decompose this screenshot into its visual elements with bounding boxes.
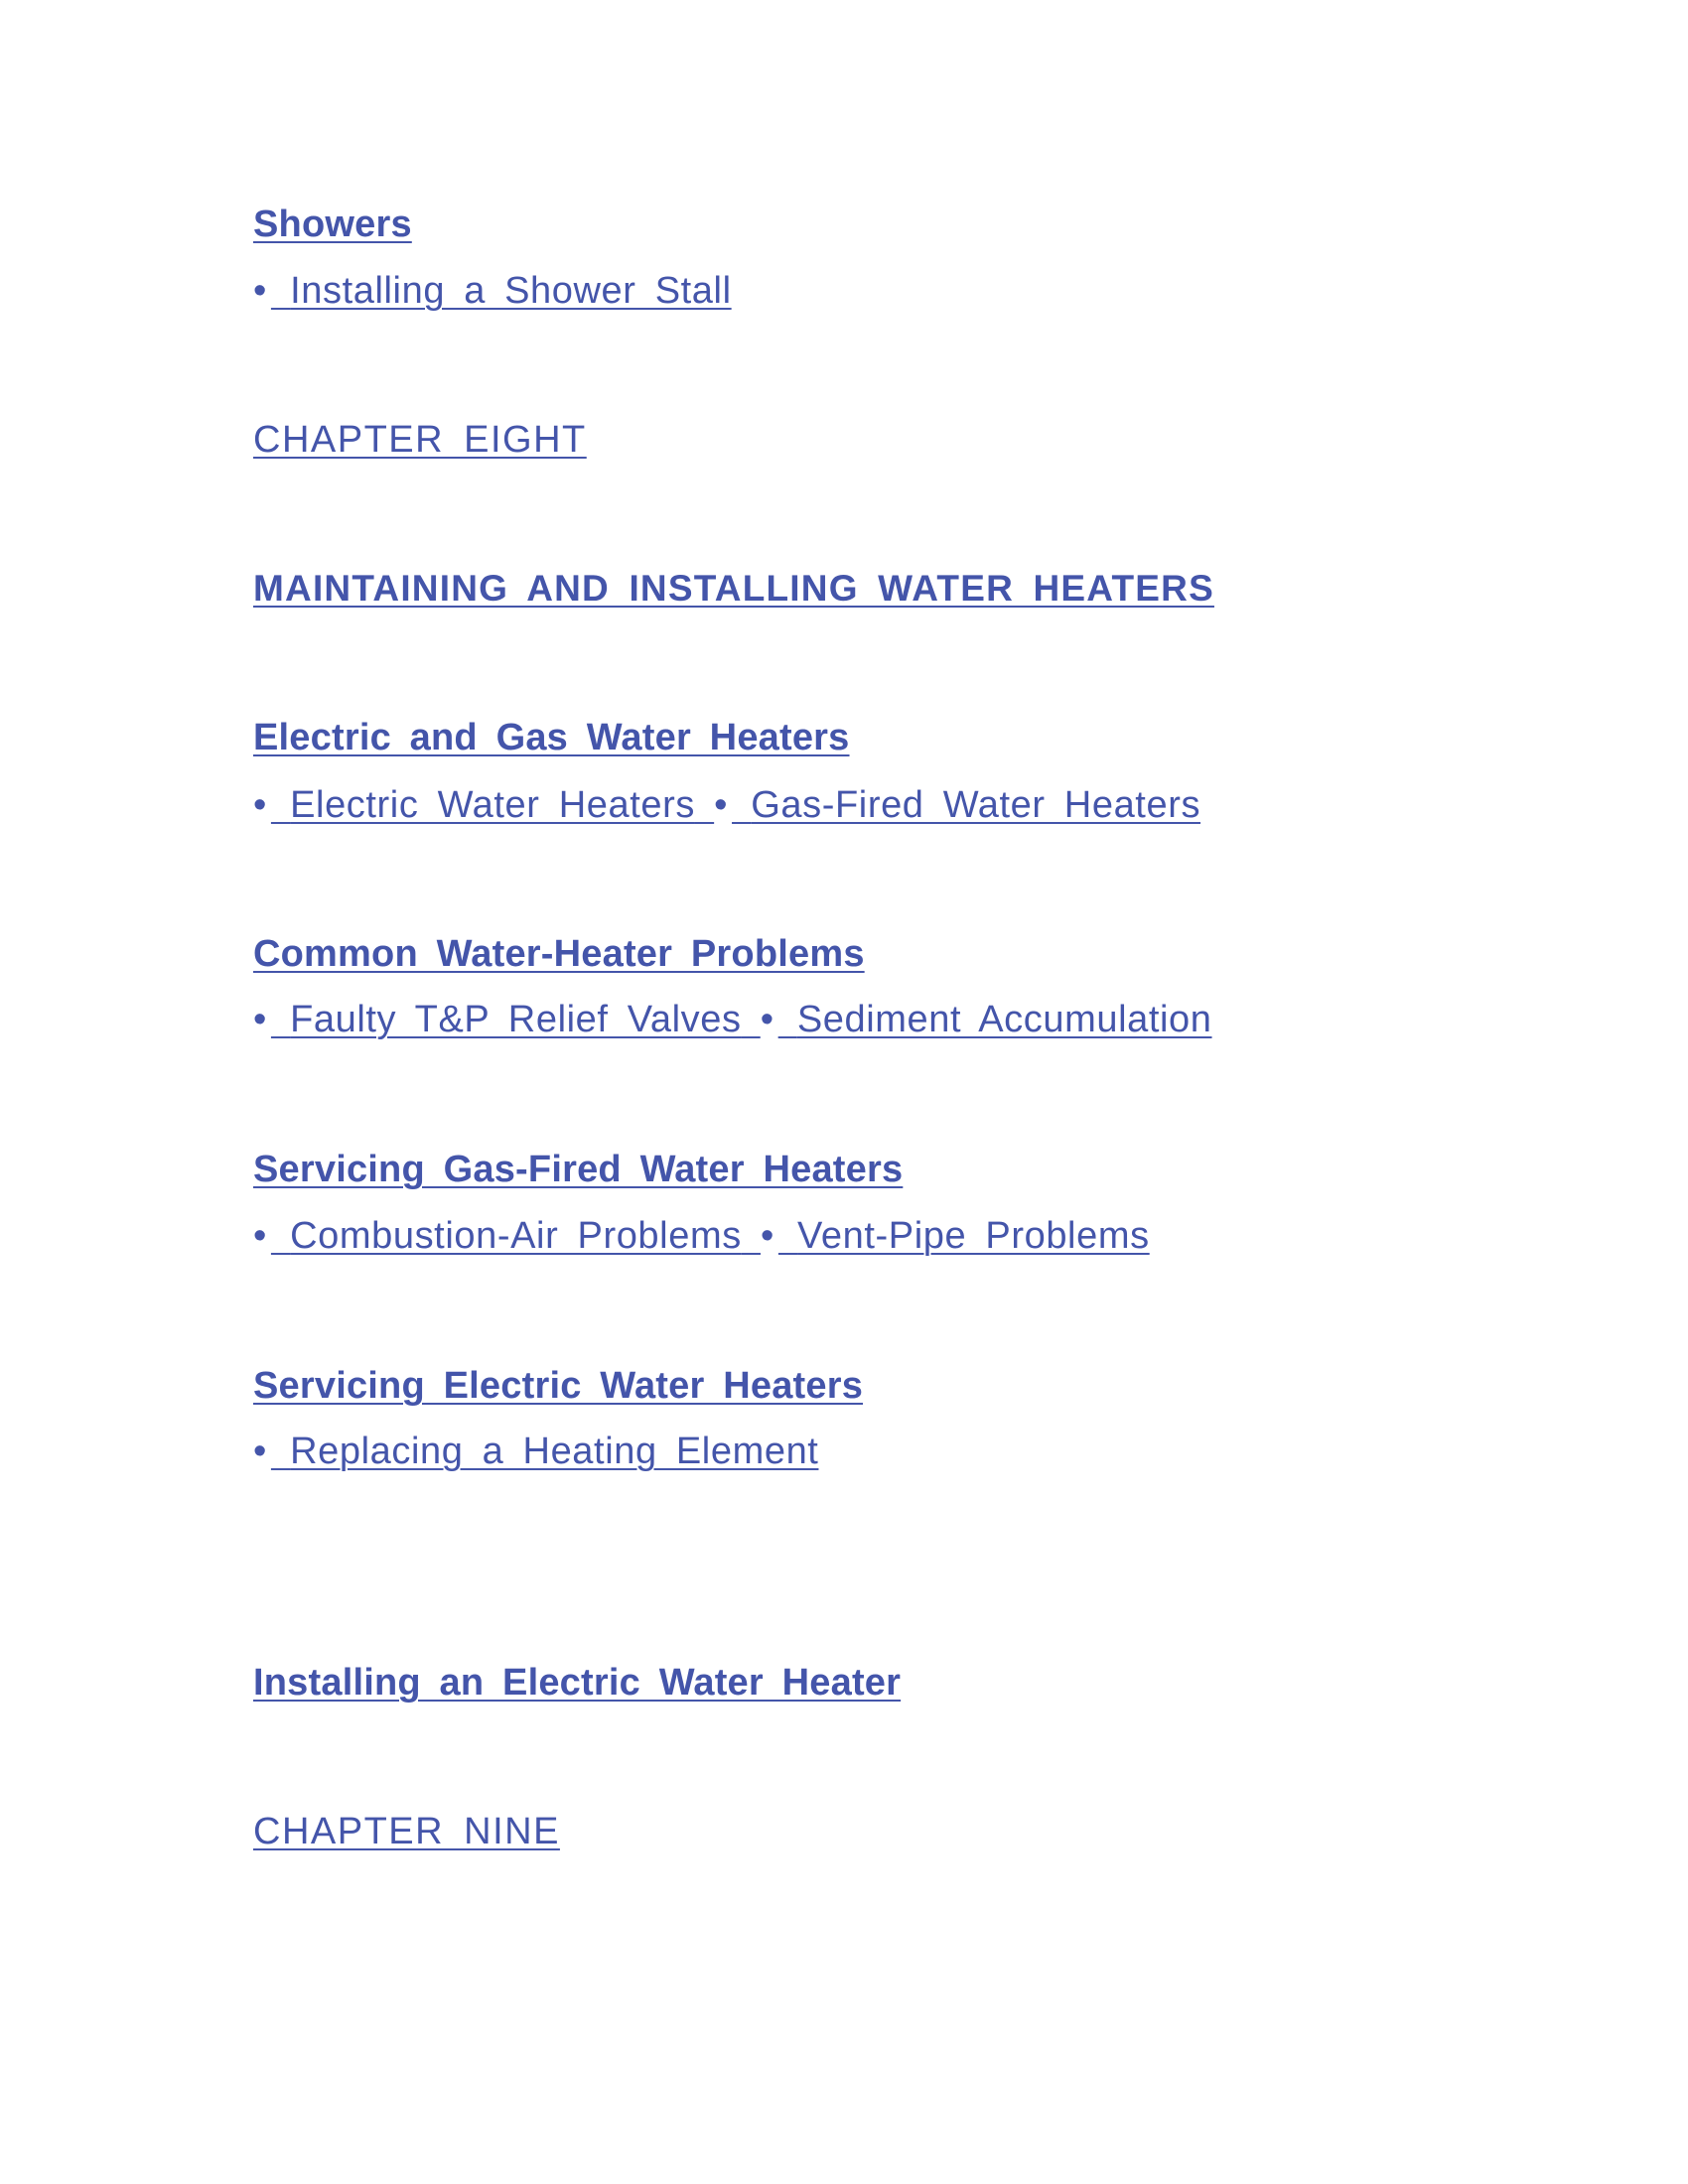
bullet-icon: • bbox=[714, 784, 729, 826]
toc-chapter-nine[interactable]: CHAPTER NINE bbox=[253, 1811, 560, 1852]
toc-section-electric-and-gas[interactable]: Electric and Gas Water Heaters bbox=[253, 717, 850, 758]
bullet-icon: • bbox=[253, 270, 267, 312]
toc-chapter-eight[interactable]: CHAPTER EIGHT bbox=[253, 419, 587, 461]
toc-item-replacing-heating-element[interactable] bbox=[253, 1431, 818, 1473]
bullet-icon: • bbox=[253, 1215, 267, 1257]
bullet-icon: • bbox=[760, 999, 774, 1040]
toc-section-showers[interactable]: Showers bbox=[253, 204, 412, 245]
toc-item-label: Vent-Pipe Problems bbox=[797, 1215, 1150, 1257]
toc-item-label: Electric Water Heaters bbox=[290, 784, 695, 826]
toc-section-servicing-electric[interactable]: Servicing Electric Water Heaters bbox=[253, 1365, 864, 1407]
toc-item-label: Faulty T&P Relief Valves bbox=[290, 999, 742, 1040]
toc-item-installing-shower-stall[interactable] bbox=[253, 270, 732, 313]
toc-chapter-eight-title[interactable]: MAINTAINING AND INSTALLING WATER HEATERS bbox=[253, 568, 1214, 609]
toc-section-installing-electric[interactable]: Installing an Electric Water Heater bbox=[253, 1662, 902, 1704]
toc-section-common-problems[interactable]: Common Water-Heater Problems bbox=[253, 933, 865, 975]
toc-item-label: Sediment Accumulation bbox=[796, 999, 1212, 1040]
toc-item-label: Replacing a Heating Element bbox=[290, 1431, 819, 1472]
toc-items-electric-and-gas[interactable] bbox=[253, 784, 1200, 827]
toc-items-common-problems[interactable] bbox=[253, 999, 1212, 1041]
bullet-icon: • bbox=[760, 1215, 774, 1257]
bullet-icon: • bbox=[253, 784, 267, 826]
bullet-icon: • bbox=[253, 999, 267, 1040]
toc-section-servicing-gas[interactable]: Servicing Gas-Fired Water Heaters bbox=[253, 1149, 904, 1190]
toc-item-label: Gas-Fired Water Heaters bbox=[751, 784, 1201, 826]
toc-items-servicing-gas[interactable] bbox=[253, 1215, 1150, 1258]
bullet-icon: • bbox=[253, 1431, 267, 1472]
toc-item-label: Combustion-Air Problems bbox=[290, 1215, 742, 1257]
toc-item-label: Installing a Shower Stall bbox=[290, 270, 732, 312]
